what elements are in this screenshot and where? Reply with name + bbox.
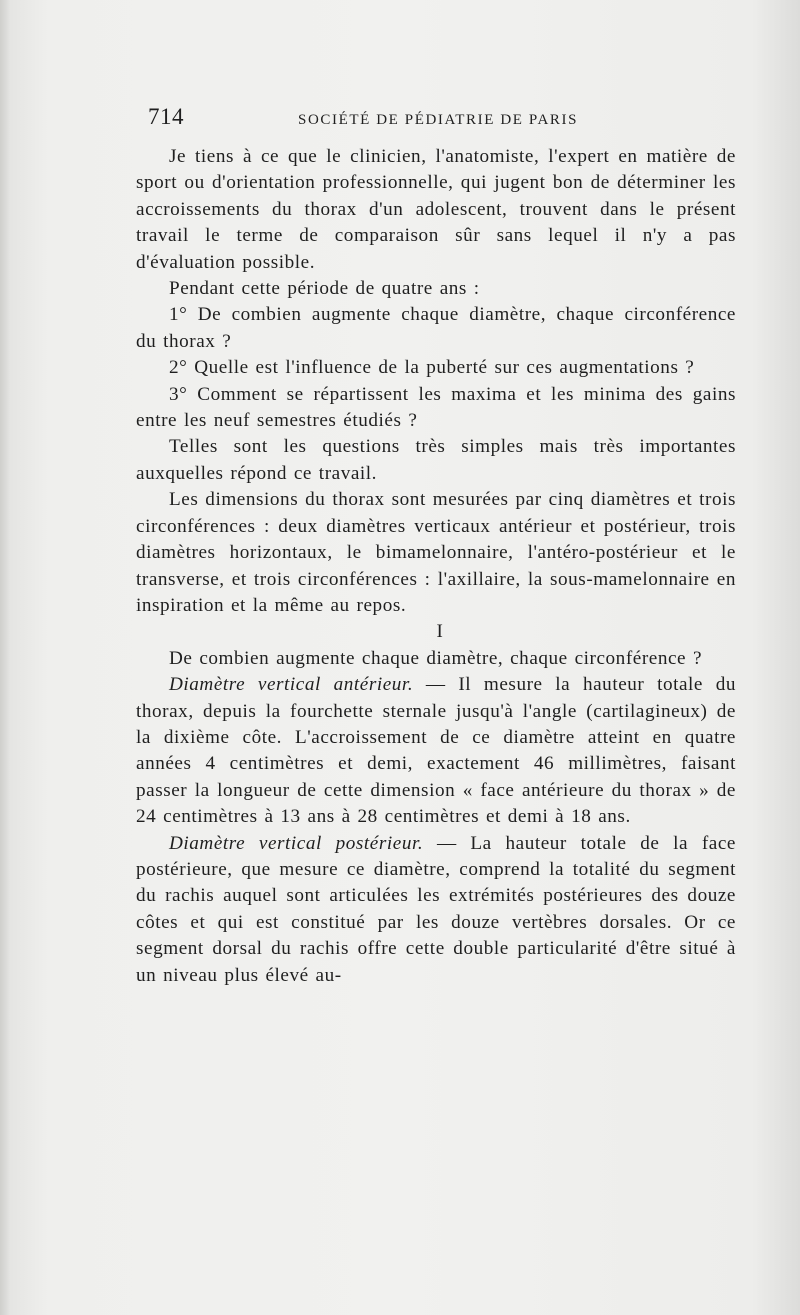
section-paragraph-anterior xyxy=(136,672,736,830)
paragraph-dimensions: Les dimensions du thorax sont mesurées par cinq diamètres et trois circonférences : deux diamètres verticaux antérieur et postérieur, trois diamètres horizontaux, le bimamelonnaire, l'antéro-postérieur et le transverse, et trois circonférences : l'axillaire, la sous-mamelonnaire en inspiration et la même au repos. xyxy=(136,489,736,616)
section-paragraph-question xyxy=(136,646,736,672)
lead-in-anterior-diameter: Diamètre vertical antérieur. xyxy=(169,674,414,696)
section-paragraph-posterior xyxy=(136,831,736,989)
paragraph-questions-summary: Telles sont les questions très simples mais très importantes auxquelles répond ce travail. xyxy=(136,436,736,484)
page-number: 714 xyxy=(148,104,184,129)
question-3: 3° Comment se répartissent les maxima et les minima des gains entre les neuf semestres étudiés ? xyxy=(136,383,736,432)
running-head xyxy=(148,104,738,134)
paragraph-period: Pendant cette période de quatre ans : xyxy=(169,278,480,300)
section-question-text: De combien augmente chaque diamètre, chaque circonférence ? xyxy=(169,647,703,669)
question-2: 2° Quelle est l'influence de la puberté sur ces augmentations ? xyxy=(169,357,695,379)
body-text xyxy=(136,144,736,989)
posterior-diameter-text: — La hauteur totale de la face postérieure, que mesure ce diamètre, comprend la totalité du segment du rachis auquel sont articulées les extrémités postérieures des douze côtes et qui est constitué par les douze vertèbres dorsales. Or ce segment dorsal du rachis offre cette double particularité d'être situé à un niveau plus élevé au- xyxy=(136,832,736,986)
lead-in-posterior-diameter: Diamètre vertical postérieur. xyxy=(169,832,424,854)
journal-title: SOCIÉTÉ DE PÉDIATRIE DE PARIS xyxy=(298,112,579,128)
anterior-diameter-text: — Il mesure la hauteur totale du thorax, depuis la fourchette sternale jusqu'à l'angle (cartilagineux) de la dixième côte. L'accroissement de ce diamètre atteint en quatre années 4 centimètres et demi, exactement 46 millimètres, faisant passer la longueur de cette dimension « face antérieure du thorax » de 24 centimètres à 13 ans à 28 centimètres et demi à 18 ans. xyxy=(136,674,736,828)
paragraph-intro: Je tiens à ce que le clinicien, l'anatomiste, l'expert en matière de sport ou d'orientation professionnelle, qui jugent bon de déterminer les accroissements du thorax d'un adolescent, trouvent dans le présent travail le terme de comparaison sûr sans lequel il n'y a pas d'évaluation possible. xyxy=(136,146,736,273)
question-1: 1° De combien augmente chaque diamètre, chaque circonférence du thorax ? xyxy=(136,304,736,352)
section-heading: I xyxy=(436,621,444,643)
